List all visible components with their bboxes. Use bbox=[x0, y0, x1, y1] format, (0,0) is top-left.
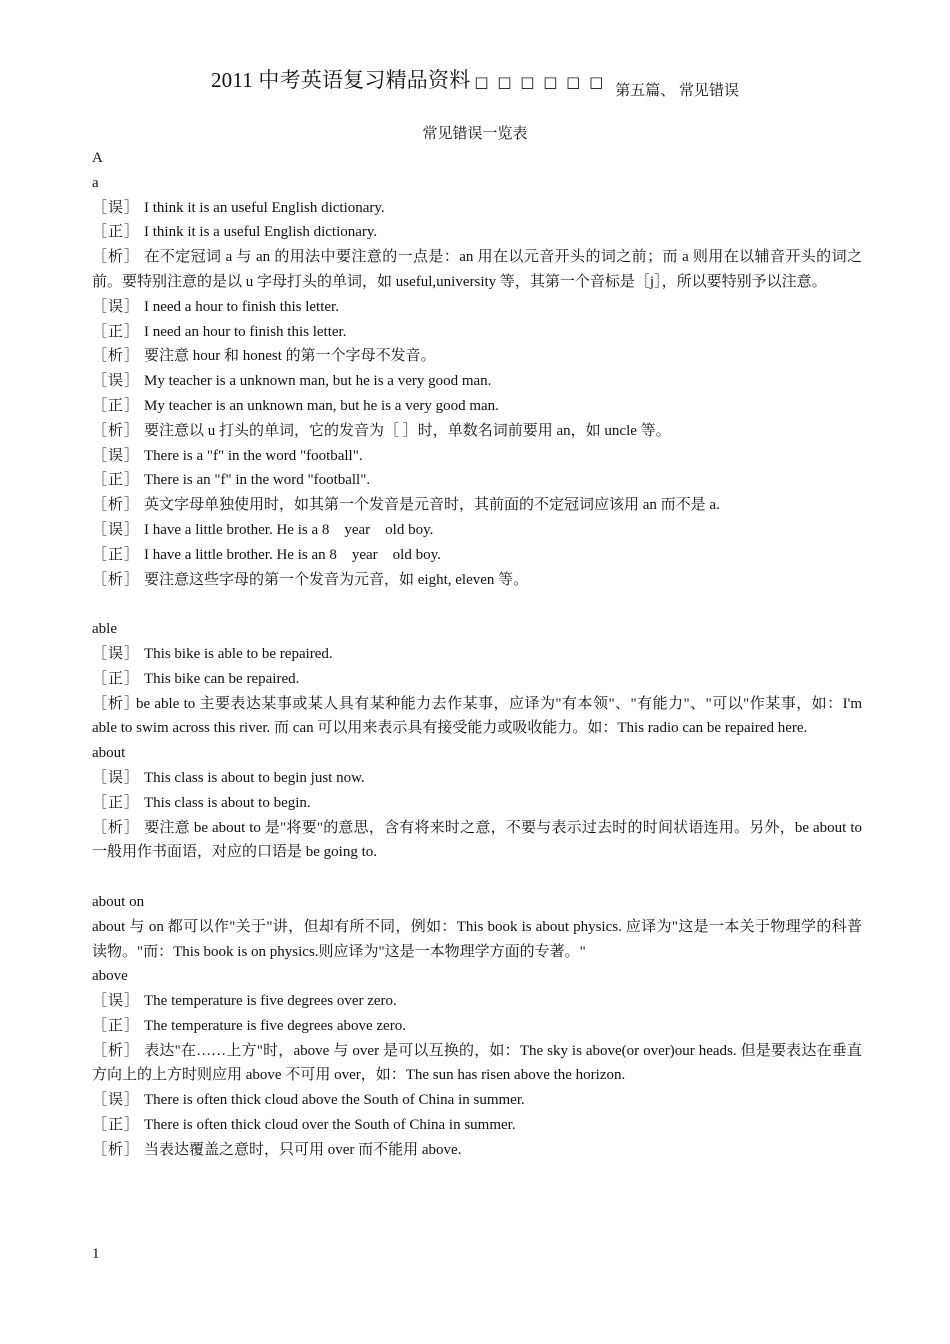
tag-analysis: ［析］ bbox=[92, 571, 141, 588]
line-text: be able to 主要表达某事或某人具有某种能力去作某事，应译为"有本领"、"有能力"、"可以"作某事，如：I'm able to swim across this river. 而 can 可以用来表示具有接受能力或吸收能力。如：This radio can be repaired here. bbox=[92, 695, 862, 737]
line-text: 表达"在……上方"时，above 与 over 是可以互换的，如：The sky is above(or over)our heads. 但是要表达在垂直方向上的上方时则应用 above 不可用 over，如：The sun has risen above the horizon. bbox=[92, 1042, 862, 1084]
tag-wrong: ［误］ bbox=[92, 521, 141, 538]
line-text: I have a little brother. He is a 8 year old boy. bbox=[144, 521, 434, 538]
letter-heading: A bbox=[92, 150, 103, 166]
entry-line-correct bbox=[92, 667, 862, 692]
entry-word: above bbox=[92, 968, 128, 985]
tag-correct: ［正］ bbox=[92, 546, 141, 563]
entry-line-correct bbox=[92, 1014, 862, 1039]
line-text: This bike can be repaired. bbox=[144, 670, 300, 687]
entry-line-wrong bbox=[92, 518, 862, 543]
line-text: This class is about to begin. bbox=[144, 794, 311, 811]
line-text: 要注意 be about to 是"将要"的意思，含有将来时之意，不要与表示过去时的时间状语连用。另外，be about to 一般用作书面语，对应的口语是 be going to. bbox=[92, 819, 862, 861]
entry-line-wrong bbox=[92, 1088, 862, 1113]
entry-line-correct bbox=[92, 791, 862, 816]
tag-correct: ［正］ bbox=[92, 1117, 141, 1134]
tag-analysis: ［析］ bbox=[92, 1141, 141, 1158]
tag-correct: ［正］ bbox=[92, 670, 141, 687]
entry-line-correct bbox=[92, 320, 862, 345]
line-text: My teacher is an unknown man, but he is a very good man. bbox=[144, 397, 499, 414]
tag-analysis: ［析］ bbox=[92, 695, 141, 712]
spacer bbox=[92, 865, 862, 890]
tag-wrong: ［误］ bbox=[92, 373, 141, 390]
tag-wrong: ［误］ bbox=[92, 298, 141, 315]
tag-wrong: ［误］ bbox=[92, 447, 141, 464]
tag-correct: ［正］ bbox=[92, 397, 141, 414]
entry-line-correct bbox=[92, 543, 862, 568]
entry-line-analysis bbox=[92, 493, 862, 518]
line-text: I think it is a useful English dictionary. bbox=[144, 224, 378, 241]
tag-correct: ［正］ bbox=[92, 1017, 141, 1034]
tag-wrong: ［误］ bbox=[92, 1092, 141, 1109]
entry-line-analysis bbox=[92, 692, 862, 742]
line-text: 要注意这些字母的第一个发音为元音，如 eight, eleven 等。 bbox=[144, 571, 529, 588]
line-text: I have a little brother. He is an 8 year old boy. bbox=[144, 546, 441, 563]
entry-line-correct bbox=[92, 468, 862, 493]
entry-word: about bbox=[92, 745, 126, 762]
list-heading: 常见错误一览表 bbox=[422, 126, 528, 142]
entry-line-wrong bbox=[92, 295, 862, 320]
line-text: There is a "f" in the word "football". bbox=[144, 447, 363, 464]
entry-line-correct bbox=[92, 220, 862, 245]
spacer bbox=[92, 592, 862, 617]
entry-line-correct bbox=[92, 394, 862, 419]
entry-line-analysis bbox=[92, 245, 862, 295]
tag-analysis: ［析］ bbox=[92, 249, 141, 266]
entry-line-wrong bbox=[92, 444, 862, 469]
tag-wrong: ［误］ bbox=[92, 769, 141, 786]
entry-word: a bbox=[92, 174, 99, 191]
line-text: This class is about to begin just now. bbox=[144, 769, 365, 786]
entry-line-analysis bbox=[92, 568, 862, 593]
section-subtitle: 第五篇、 常见错误 bbox=[615, 83, 740, 99]
page-title: 2011 中考英语复习精品资料 bbox=[210, 68, 471, 92]
entry-word: about on bbox=[92, 893, 145, 910]
entry-line-wrong bbox=[92, 989, 862, 1014]
line-text: I need an hour to finish this letter. bbox=[144, 323, 347, 340]
line-text: 英文字母单独使用时，如其第一个发音是元音时，其前面的不定冠词应该用 an 而不是 a. bbox=[144, 497, 720, 514]
line-text: There is often thick cloud over the South of China in summer. bbox=[144, 1117, 516, 1134]
tag-analysis: ［析］ bbox=[92, 348, 141, 365]
tag-analysis: ［析］ bbox=[92, 422, 141, 439]
line-text: My teacher is a unknown man, but he is a very good man. bbox=[144, 373, 492, 390]
tag-analysis: ［析］ bbox=[92, 819, 141, 836]
entry-line-correct bbox=[92, 1113, 862, 1138]
entry-line-analysis bbox=[92, 419, 862, 444]
line-text: I think it is an useful English dictionary. bbox=[144, 199, 385, 216]
line-text: This bike is able to be repaired. bbox=[144, 645, 333, 662]
entry-paragraph: about 与 on 都可以作"关于"讲，但却有所不同，例如：This book is about physics. 应译为"这是一本关于物理学的科普读物。"而：This book is on physics.则应译为"这是一本物理学方面的专著。" bbox=[92, 918, 862, 960]
entry-line-wrong bbox=[92, 196, 862, 221]
line-text: 要注意以 u 打头的单词，它的发音为［ ］时，单数名词前要用 an，如 uncle 等。 bbox=[144, 422, 671, 439]
tag-wrong: ［误］ bbox=[92, 993, 141, 1010]
tag-correct: ［正］ bbox=[92, 472, 141, 489]
entry-line-wrong bbox=[92, 766, 862, 791]
page-number: 1 bbox=[92, 1246, 100, 1262]
tag-correct: ［正］ bbox=[92, 794, 141, 811]
entry-line-analysis bbox=[92, 344, 862, 369]
entry-line-analysis bbox=[92, 816, 862, 866]
line-text: The temperature is five degrees above zero. bbox=[144, 1017, 406, 1034]
entry-line-wrong bbox=[92, 369, 862, 394]
line-text: 在不定冠词 a 与 an 的用法中要注意的一点是：an 用在以元音开头的词之前；而 a 则用在以辅音开头的词之前。要特别注意的是以 u 字母打头的单词，如 useful,university 等，其第一个音标是［j］，所以要特别予以注意。 bbox=[92, 249, 862, 290]
tag-correct: ［正］ bbox=[92, 224, 141, 241]
tag-correct: ［正］ bbox=[92, 323, 141, 340]
line-text: The temperature is five degrees over zero. bbox=[144, 993, 397, 1010]
entry-word: able bbox=[92, 621, 117, 638]
line-text: There is an "f" in the word "football". bbox=[144, 472, 371, 489]
missing-glyph-boxes: □ □ □ □ □ □ bbox=[474, 73, 606, 91]
tag-analysis: ［析］ bbox=[92, 1042, 141, 1059]
entry-line-analysis bbox=[92, 1138, 862, 1163]
line-text: There is often thick cloud above the South of China in summer. bbox=[144, 1092, 525, 1109]
content-body bbox=[92, 146, 862, 1163]
entry-line-analysis bbox=[92, 1039, 862, 1089]
entry-line-wrong bbox=[92, 642, 862, 667]
line-text: 要注意 hour 和 honest 的第一个字母不发音。 bbox=[144, 348, 436, 365]
line-text: 当表达覆盖之意时，只可用 over 而不能用 above. bbox=[144, 1141, 462, 1158]
tag-wrong: ［误］ bbox=[92, 645, 141, 662]
tag-wrong: ［误］ bbox=[92, 199, 141, 216]
tag-analysis: ［析］ bbox=[92, 497, 141, 514]
line-text: I need a hour to finish this letter. bbox=[144, 298, 339, 315]
header bbox=[0, 64, 950, 99]
